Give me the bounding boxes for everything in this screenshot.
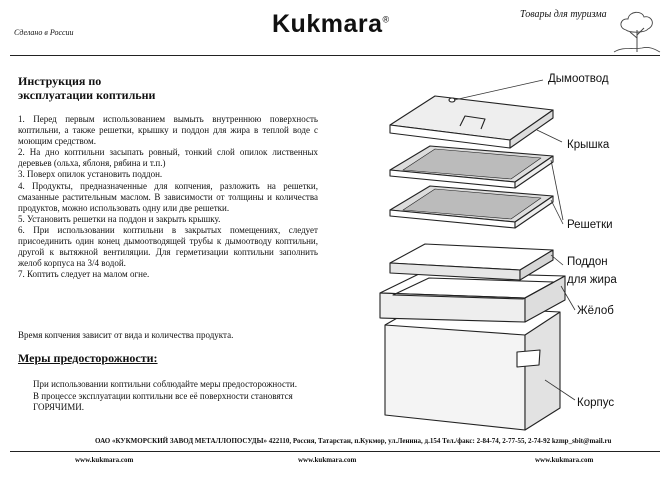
tree-icon: [612, 8, 662, 54]
tagline: Товары для туризма: [520, 9, 607, 20]
label-chimney: Дымоотвод: [548, 73, 609, 85]
site-link-right[interactable]: www.kukmara.com: [535, 456, 594, 464]
precaution-item: При использовании коптильни соблюдайте меры предосторожности.: [33, 379, 297, 389]
registered-mark: ®: [382, 14, 390, 25]
instruction-step: 4. Продукты, предназначенные для копчения, разложить на решетки, смазанные растительным маслом. В зависимости от толщины и количества продуктов, можно использовать одну или две решетки.: [18, 180, 318, 213]
site-link-left[interactable]: www.kukmara.com: [75, 456, 134, 464]
instructions-title: Инструкция по эксплуатации коптильни: [18, 74, 156, 102]
header-divider: [10, 55, 660, 56]
footer-divider: [10, 451, 660, 452]
label-body: Корпус: [577, 397, 615, 409]
made-in-russia: Сделано в России: [14, 28, 74, 37]
fat-tray: [390, 244, 553, 280]
instruction-step: 2. На дно коптильни засыпать ровный, тонкий слой опилок лиственных деревьев (ольха, яблоня, рябина и т.п.): [18, 147, 318, 169]
label-tray-line1: Поддон: [567, 256, 608, 268]
label-lid: Крышка: [567, 139, 610, 151]
lid: [390, 96, 553, 148]
precaution-item: В процессе эксплуатации коптильни все её поверхности становятся ГОРЯЧИМИ.: [33, 390, 293, 412]
smoker-diagram: [325, 60, 670, 435]
precautions-title: Меры предосторожности:: [18, 351, 158, 365]
grate-lower: [390, 186, 553, 228]
company-footer: ОАО «КУКМОРСКИЙ ЗАВОД МЕТАЛЛОПОСУДЫ» 422110, Россия, Татарстан, п.Кукмор, ул.Ленина, д.154 Тел./факс: 2-84-74, 2-77-55, 2-74-92 kzmp_sbit@mail.ru: [95, 437, 612, 445]
smoking-time-note: Время копчения зависит от вида и количества продукта.: [18, 330, 234, 340]
instruction-step: 6. При использовании коптильни в закрытых помещениях, следует присоединить один конец дымоотводящей трубы к дымоотводу коптильни, другой к вытяжной вентиляции. Для герметизации коптильни заполнить желоб корпуса на 3/4 водой.: [18, 224, 318, 269]
label-gutter: Жёлоб: [577, 305, 614, 317]
instruction-step: 3. Поверх опилок установить поддон.: [18, 169, 163, 180]
label-tray-line2: для жира: [567, 274, 617, 286]
label-grates: Решетки: [567, 219, 613, 231]
precautions-list: [33, 379, 321, 414]
brand-name: Kukmara: [272, 10, 383, 38]
smoker-body: [385, 305, 560, 430]
instruction-step: 7. Коптить следует на малом огне.: [18, 269, 150, 280]
site-link-center[interactable]: www.kukmara.com: [298, 456, 357, 464]
instructions-list: [18, 114, 318, 280]
brand-logo: [272, 10, 390, 39]
instruction-step: 5. Установить решетки на поддон и закрыть крышку.: [18, 213, 221, 224]
gutter-frame: [380, 272, 565, 322]
instruction-step: 1. Перед первым использованием вымыть внутреннюю поверхность коптильни, а также решетки, крышку и поддон для жира в теплой воде с моющим средством.: [18, 114, 318, 147]
grate-upper: [390, 146, 553, 188]
